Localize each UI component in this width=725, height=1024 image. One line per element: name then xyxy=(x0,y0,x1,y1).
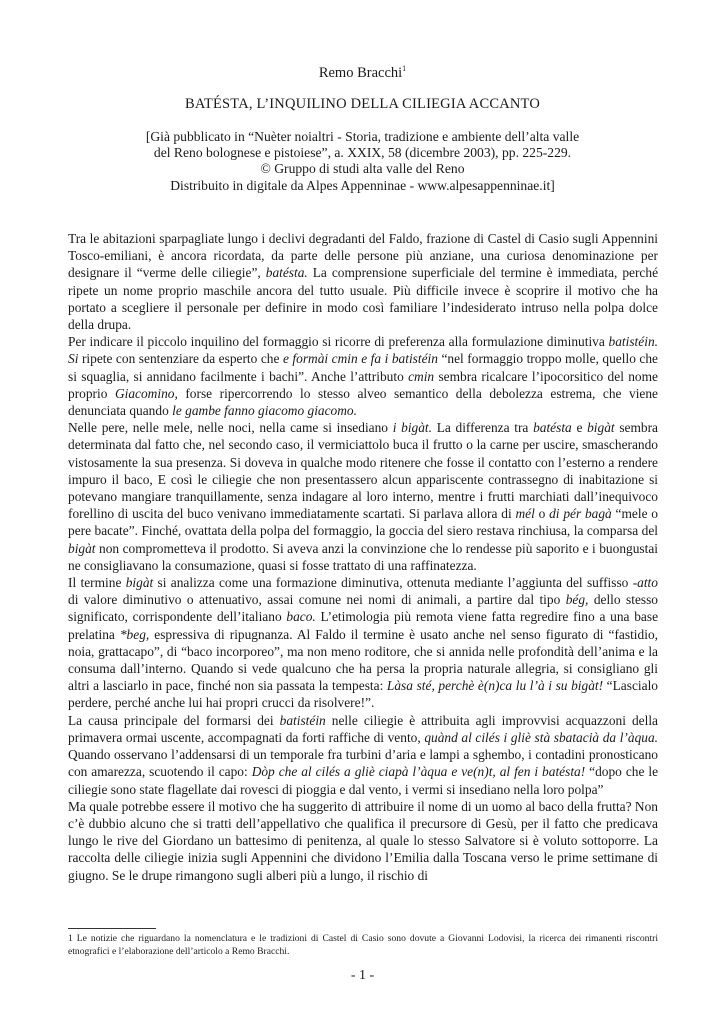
text-run: “dopo che le ciliegie sono state flagellate dai rovesci di pioggia e dal vento, i vermi si insediano nella loro polpa” xyxy=(68,764,659,797)
text-run: “mele o pere bacate”. Finché, ovattata della polpa del formaggio, la goccia del siero restava rinchiusa, la comparsa del xyxy=(68,506,658,539)
italic-term: batistéin. Si xyxy=(68,334,658,367)
italic-term: bigàt xyxy=(587,420,615,436)
article-body xyxy=(68,230,658,884)
footnote-divider xyxy=(68,928,156,929)
text-run: La comprensione superficiale del termine è immediata, perché ripete un nome proprio maschile ancora del tutto usuale. Più difficile invece è scoprire il motivo che ha portato a scegliere il personale per definire in modo così familiare l’indesiderato intruso nella polpa dolce della drupa. xyxy=(68,265,659,333)
text-run: ripete con sentenziare da esperto che xyxy=(78,351,283,367)
text-run: si analizza come una formazione diminutiva, ottenuta mediante l’aggiunta del suffisso xyxy=(153,575,633,591)
body-paragraph xyxy=(68,712,658,798)
italic-term: le gambe fanno giacomo giacomo. xyxy=(172,403,357,419)
italic-term: Giacomino, xyxy=(114,385,178,401)
text-run: non comprometteva il prodotto. Si aveva anzi la convinzione che lo rendesse più saporito e i buongustai ne consigliavano la consumazione, quasi si fosse trattato di una raffinatezza. xyxy=(68,540,658,573)
text-run: La causa principale del formarsi dei xyxy=(68,712,280,728)
author-name: Remo Bracchi xyxy=(318,65,403,81)
text-run: dello stesso significato, corrispondente dell’italiano xyxy=(68,592,659,625)
italic-term: -atto xyxy=(632,575,658,591)
publication-info xyxy=(60,129,665,194)
italic-term: e formài cmin e fa i batistéin xyxy=(282,351,438,367)
text-run: L’etimologia più remota viene fatta regredire fino a una base prelatina xyxy=(68,609,659,642)
text-run: di valore diminutivo o attenuativo, assai comune nei nomi di animali, a partire dal tipo xyxy=(68,592,566,608)
italic-term: cmin xyxy=(408,368,435,384)
text-run: “Lascialo perdere, perché anche lui hai propri crucci da risolvere!”. xyxy=(68,678,658,711)
italic-term: Làsa sté, perchè è(n)ca lu l’à i su bigàt! xyxy=(386,678,604,694)
text-run: Quando osservano l’addensarsi di un temporale fra turbini d’aria e lampi a sghembo, i contadini pronosticano con amarezza, scuotendo il capo: xyxy=(68,747,658,780)
text-run: espressiva di ripugnanza. Al Faldo il termine è usato anche nel senso figurato di “fastidio, noia, grattacapo”, di “baco incorporeo”, ma non meno roditore, che si annida nelle profondità dell’anima e la consuma dall’interno. Quando si vede qualcuno che ha persa la propria naturale allegria, si consigliano gli altri a lasciarlo in pace, finché non sia passata la tempesta: xyxy=(68,626,658,694)
italic-term: batistéin xyxy=(279,712,326,728)
page-number: - 1 - xyxy=(350,968,375,983)
text-run: nelle ciliegie è attribuita agli improvvisi acquazzoni della primavera ormai uscente, accompagnati da forti raffiche di vento, xyxy=(68,712,658,745)
italic-term: quànd al cilés i gliè stà sbatacià da l’àqua. xyxy=(424,729,658,745)
article-title: BATÉSTA, L’INQUILINO DELLA CILIEGIA ACCANTO xyxy=(184,96,540,112)
text-run: Nelle pere, nelle mele, nelle noci, nella came si insediano xyxy=(68,420,393,436)
body-paragraph xyxy=(68,230,658,333)
italic-term: mél xyxy=(515,506,535,522)
body-paragraph xyxy=(68,419,658,574)
article-header xyxy=(60,64,665,194)
italic-term: di pér bagà xyxy=(549,506,612,522)
footnote: 1 Le notizie che riguardano la nomenclatura e le tradizioni di Castel di Casio sono dovute a Giovanni Lodovisi, la ricerca dei rimanenti riscontri etnografici e l’elaborazione dell’articolo a Remo Bracchi. xyxy=(68,933,658,957)
text-run: Il termine xyxy=(68,575,126,591)
text-run: Tra le abitazioni sparpagliate lungo i declivi degradanti del Faldo, frazione di Castel di Casio sugli Appennini Tosco-emiliani, è ancora ricordata, da parte delle persone più anziane, una curiosa denominazione per designare il “verme delle ciliegie”, xyxy=(68,231,658,281)
publication-info-line: del Reno bolognese e pistoiese”, a. XXIX, 58 (dicembre 2003), pp. 225-229. xyxy=(153,145,572,161)
italic-term: bigàt xyxy=(68,540,96,556)
text-run: “nel formaggio troppo molle, quello che si squaglia, si annidano facilmente i bachi”. Anche l’attributo xyxy=(68,351,658,384)
body-paragraph xyxy=(68,574,658,712)
text-run: Ma quale potrebbe essere il motivo che ha suggerito di attribuire il nome di un uomo al baco della frutta? Non c’è dubbio alcuno che si tratti dell’appellativo che qualifica il precursore di Gesù, per il fatto che predicava lungo le rive del Giordano un battesimo di penitenza, al quale lo stesso Salvatore si è voluto sottoporre. La raccolta delle ciliegie inizia sugli Appennini che dividono l’Emilia dalla Toscana verso le prime settimane di giugno. Se le drupe rimangono sugli alberi più a lungo, il rischio di xyxy=(68,798,658,883)
text-run: forse ripercorrendo lo stesso alveo semantico della debolezza estrema, che viene denunciata quando xyxy=(68,385,658,419)
italic-term: batésta. xyxy=(265,265,308,281)
italic-term: Dòp che al cilés a gliè ciapà l’àqua e ve(n)t, al fen i batésta! xyxy=(251,764,586,780)
italic-term: bég, xyxy=(565,592,589,608)
text-run: e xyxy=(571,420,588,436)
italic-term: bigàt xyxy=(125,575,154,591)
italic-term: *beg, xyxy=(119,626,150,642)
body-paragraph xyxy=(68,798,658,884)
footnote-marker: 1 xyxy=(402,64,407,74)
body-paragraph xyxy=(68,333,658,419)
italic-term: baco. xyxy=(286,609,316,625)
publication-info-line: [Già pubblicato in “Nuèter noialtri - Storia, tradizione e ambiente dell’alta valle xyxy=(145,129,580,144)
distribution-line: Distribuito in digitale da Alpes Appenninae - www.alpesappenninae.it] xyxy=(170,177,555,193)
author-line xyxy=(60,64,665,82)
text-run: o xyxy=(534,506,550,522)
text-run: sembra ricalcare l’ipocorsitico del nome proprio xyxy=(68,368,658,401)
copyright-line: © Gruppo di studi alta valle del Reno xyxy=(260,161,465,177)
italic-term: batésta xyxy=(533,420,572,436)
text-run: La differenza tra xyxy=(432,420,534,436)
italic-term: i bigàt. xyxy=(392,420,432,436)
text-run: sembra determinata dal fatto che, nel secondo caso, il vermiciattolo buca il frutto o la carne per uscire, smascherando vistosamente la sua presenza. Si doveva in qualche modo ritenere che fosse il contatto con l’esterno a rendere impuro il baco, E così le ciliegie che non presentassero alcun appariscente contrassegno di inabitazione si potevano mangiare tranquillamente, senza indagare al loro interno, mentre i frutti marchiati dall’inequivoco forellino di uscita del buco venivano immediatamente scartati. Si parlava allora di xyxy=(68,420,658,522)
text-run: Per indicare il piccolo inquilino del formaggio si ricorre di preferenza alla formulazione diminutiva xyxy=(68,334,609,350)
